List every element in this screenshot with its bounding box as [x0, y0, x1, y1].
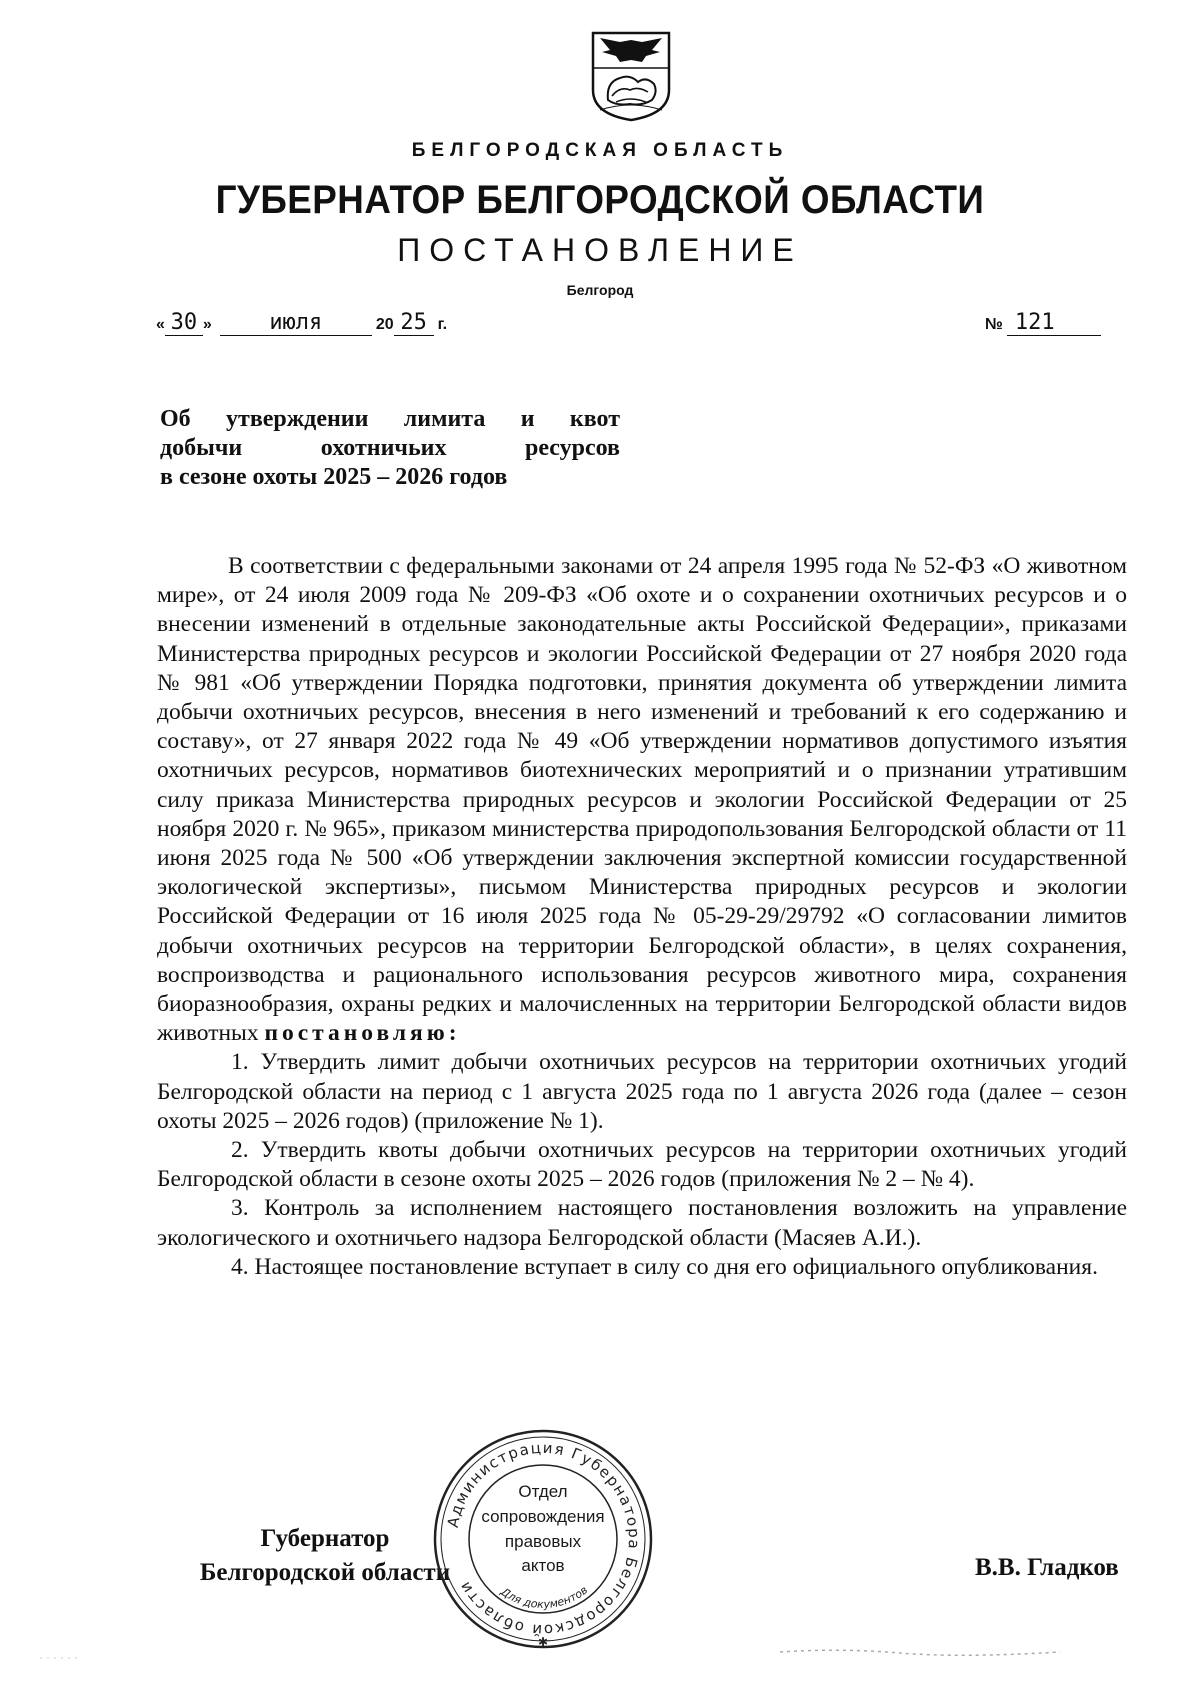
scan-artifact: [0, 1640, 1200, 1670]
decree-word: постановляю:: [264, 1020, 461, 1047]
stamp-star-icon: ✱: [537, 1635, 549, 1649]
svg-text:Для документов: [497, 1583, 590, 1611]
signatory-title-line-2: Белгородской области: [199, 1559, 451, 1586]
region-name: БЕЛГОРОДСКАЯ ОБЛАСТЬ: [411, 140, 789, 161]
stamp-center-line-3: правовых: [504, 1532, 582, 1551]
item-3-paragraph: 3. Контроль за исполнением настоящего постановления возложить на управление экологического и охотничьего надзора Белгородской области (Масяев А.И.).: [157, 1195, 1127, 1251]
subject-line-2: добычи охотничьих ресурсов: [160, 435, 620, 461]
item-1-paragraph: 1. Утвердить лимит добычи охотничьих ресурсов на территории охотничьих угодий Белгородской области на период с 1 августа 2025 года по 1 августа 2026 года (далее – сезон охоты 2025 – 2026 годов) (приложение № 1).: [157, 1049, 1127, 1134]
official-stamp: [428, 1424, 658, 1654]
date-close-quote: »: [202, 316, 212, 333]
stamp-ring-text: Администрация Губернатора Белгородской области: [443, 1438, 644, 1640]
item-2-paragraph: 2. Утвердить квоты добычи охотничьих ресурсов на территории охотничьих угодий Белгородской области в сезоне охоты 2025 – 2026 годов (приложения № 2 – № 4).: [157, 1137, 1127, 1193]
signatory-name: В.В. Гладков: [975, 1554, 1119, 1581]
date-month: июля: [220, 310, 372, 336]
stamp-center-line-4: актов: [521, 1556, 565, 1575]
issuer-title: ГУБЕРНАТОР БЕЛГОРОДСКОЙ ОБЛАСТИ: [215, 178, 985, 222]
date-year-prefix: 20: [375, 316, 394, 333]
number-label: №: [985, 316, 1003, 333]
date-year-suffix: 25: [394, 310, 434, 336]
preamble-paragraph: [157, 552, 1127, 1048]
number-value: 121: [1007, 310, 1101, 336]
document-type: ПОСТАНОВЛЕНИЕ: [397, 232, 803, 268]
stamp-center-line-2: сопровождения: [481, 1507, 605, 1526]
document-number: [985, 310, 1101, 336]
signatory-title-line-1: Губернатор: [260, 1525, 390, 1552]
date-open-quote: «: [156, 316, 165, 333]
preamble-text: В соответствии с федеральными законами от 24 апреля 1995 года № 52-ФЗ «О животном мире», от 24 июля 2009 года № 209-ФЗ «Об охоте и о сохранении охотничьих ресурсов и о внесении изменений в отдельные законодательные акты Российской Федерации», приказами Министерства природных ресурсов и экологии Российской Федерации от 27 ноября 2020 года № 981 «Об утверждении Порядка подготовки, принятия документа об утверждении лимита добычи охотничьих ресурсов, внесения в него изменений и требований к его содержанию и составу», от 27 января 2022 года № 49 «Об утверждении нормативов допустимого изъятия охотничьих ресурсов, нормативов биотехнических мероприятий и о признании утратившим силу приказа Министерства природных ресурсов и экологии Российской Федерации от 25 ноября 2020 г. № 965», приказом министерства природопользования Белгородской области от 11 июня 2025 года № 500 «Об утверждении заключения экспертной комиссии государственной экологической экспертизы», письмом Министерства природных ресурсов и экологии Российской Федерации от 16 июля 2025 года № 05-29-29/29792 «О согласовании лимитов добычи охотничьих ресурсов на территории Белгородской области», в целях сохранения, воспроизводства и рационального использования ресурсов животного мира, сохранения биоразнообразия, охраны редких и малочисленных на территории Белгородской области видов животных: [157, 553, 1127, 1047]
signatory-title: [190, 1522, 460, 1590]
date-year-mark: г.: [437, 316, 448, 333]
subject-line-1: Об утверждении лимита и квот: [160, 406, 620, 432]
date-day: 30: [165, 310, 203, 336]
subject-line-3: в сезоне охоты 2025 – 2026 годов: [160, 464, 508, 490]
item-4-paragraph: 4. Настоящее постановление вступает в силу со дня его официального опубликования.: [231, 1253, 1098, 1280]
document-body: [157, 552, 1127, 1282]
document-date: [156, 310, 447, 336]
document-subject: [160, 405, 620, 492]
stamp-center-line-1: Отдел: [518, 1482, 568, 1501]
stamp-bottom-text: Для документов: [498, 1583, 591, 1612]
issue-city: Белгород: [566, 282, 634, 298]
coat-of-arms-emblem: [590, 30, 672, 122]
